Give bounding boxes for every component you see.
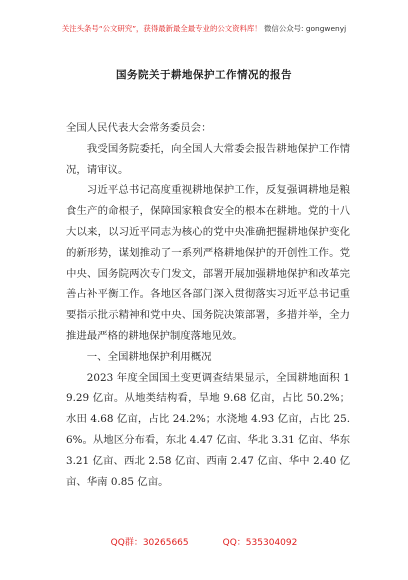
- document-body: [66, 118, 350, 492]
- header-banner-wechat: 微信公众号: gongwenyj: [261, 24, 347, 33]
- footer-contacts: [0, 537, 408, 549]
- paragraph-background: 习近平总书记高度重视耕地保护工作，反复强调耕地是粮食生产的命根子，保障国家粮食安全的根本在耕地。党的十八大以来，以习近平同志为核心的党中央准确把握耕地保护变化的新形势，谋划推动了一系列严格耕地保护的开创性工作。党中央、国务院两次专门发文，部署开展加强耕地保护和改革完善占补平衡工作。各地区各部门深入贯彻落实习近平总书记重要指示批示精神和党中央、国务院决策部署，多措并举，全力推进最严格的耕地保护制度落地见效。: [66, 184, 350, 342]
- header-banner: [0, 24, 408, 34]
- footer-qq-group: QQ群：30265665: [110, 538, 189, 548]
- header-banner-promo: 关注头条号“公文研究”，获得最新最全最专业的公文资料库！: [61, 24, 262, 33]
- footer-qq-number: QQ：535304092: [222, 538, 298, 548]
- document-title: 国务院关于耕地保护工作情况的报告: [116, 69, 292, 81]
- paragraph-overview: 2023 年度全国国土变更调查结果显示，全国耕地面积 19.29 亿亩。从地类结构看，旱地 9.68 亿亩，占比 50.2%；水田 4.68 亿亩，占比 24.2%；水浇地 4.93 亿亩，占比 25.6%。从地区分布看，东北 4.47 亿亩、华北 3.31 亿亩、华东 3.21 亿亩、西北 2.58 亿亩、西南 2.47 亿亩、华中 2.40 亿亩、华南 0.85 亿亩。: [66, 371, 350, 488]
- section-heading: 一、全国耕地保护利用概况: [86, 350, 212, 363]
- salutation: 全国人民代表大会常务委员会：: [66, 122, 212, 134]
- paragraph-intro: 我受国务院委托，向全国人大常委会报告耕地保护工作情况，请审议。: [66, 142, 350, 176]
